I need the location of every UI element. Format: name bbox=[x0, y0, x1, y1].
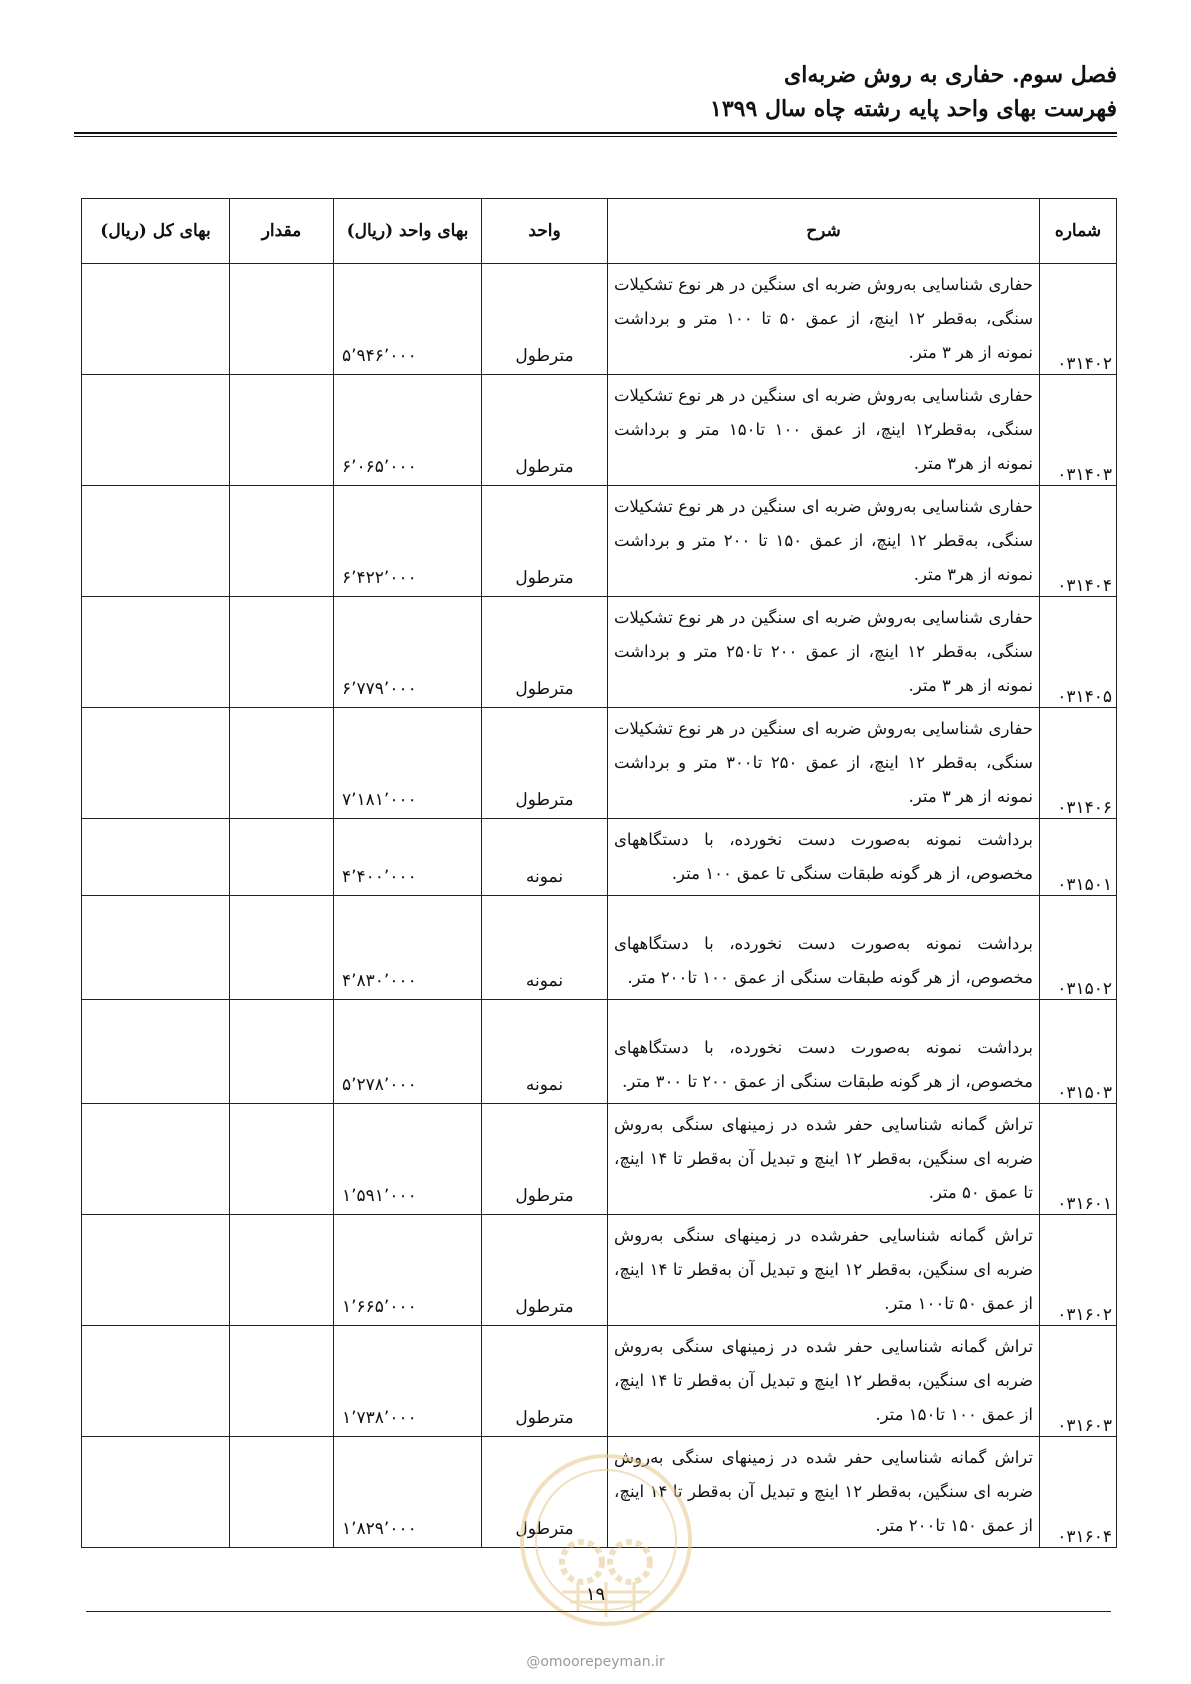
item-total-price bbox=[82, 264, 230, 375]
item-number: ۰۳۱۴۰۵ bbox=[1040, 597, 1117, 708]
item-quantity bbox=[230, 1000, 334, 1104]
source-credit: @omoorepeyman.ir bbox=[526, 1654, 665, 1670]
table-row bbox=[82, 1000, 1117, 1104]
header-divider-thin bbox=[74, 136, 1117, 137]
table-row bbox=[82, 1326, 1117, 1437]
item-quantity bbox=[230, 264, 334, 375]
item-unit-price: ۶٬۴۲۲٬۰۰۰ bbox=[334, 486, 482, 597]
column-header-unit-price: بهای واحد (ریال) bbox=[334, 199, 482, 264]
item-description: برداشت نمونه به‌صورت دست نخورده، با دستگاههای مخصوص، از هر گونه طبقات سنگی از عمق ۲۰۰ تا ۳۰۰ متر. bbox=[608, 1000, 1040, 1104]
item-number: ۰۳۱۵۰۲ bbox=[1040, 896, 1117, 1000]
item-unit-price: ۵٬۲۷۸٬۰۰۰ bbox=[334, 1000, 482, 1104]
item-unit: مترطول bbox=[482, 708, 608, 819]
column-header-number: شماره bbox=[1040, 199, 1117, 264]
item-unit-price: ۵٬۹۴۶٬۰۰۰ bbox=[334, 264, 482, 375]
item-number: ۰۳۱۴۰۲ bbox=[1040, 264, 1117, 375]
table-row bbox=[82, 896, 1117, 1000]
item-quantity bbox=[230, 819, 334, 896]
item-unit-price: ۱٬۶۶۵٬۰۰۰ bbox=[334, 1215, 482, 1326]
item-unit: مترطول bbox=[482, 1326, 608, 1437]
item-total-price bbox=[82, 1437, 230, 1548]
item-unit: مترطول bbox=[482, 375, 608, 486]
item-total-price bbox=[82, 1104, 230, 1215]
item-description: حفاری شناسایی به‌روش ضربه ای سنگین در هر نوع تشکیلات سنگی، به‌قطر ۱۲ اینچ، از عمق ۲۰۰ تا۲۵۰ متر و برداشت نمونه از هر ۳ متر. bbox=[608, 597, 1040, 708]
item-number: ۰۳۱۶۰۱ bbox=[1040, 1104, 1117, 1215]
item-quantity bbox=[230, 1326, 334, 1437]
item-total-price bbox=[82, 1000, 230, 1104]
item-unit: مترطول bbox=[482, 597, 608, 708]
footer-divider bbox=[86, 1611, 1111, 1612]
column-header-unit: واحد bbox=[482, 199, 608, 264]
item-unit-price: ۴٬۴۰۰٬۰۰۰ bbox=[334, 819, 482, 896]
item-number: ۰۳۱۴۰۴ bbox=[1040, 486, 1117, 597]
document-subtitle: فهرست بهای واحد پایه رشته چاه سال ۱۳۹۹ bbox=[710, 96, 1117, 122]
table-header-row bbox=[82, 199, 1117, 264]
item-unit-price: ۱٬۵۹۱٬۰۰۰ bbox=[334, 1104, 482, 1215]
item-description: حفاری شناسایی به‌روش ضربه ای سنگین در هر نوع تشکیلات سنگی، به‌قطر ۱۲ اینچ، از عمق ۲۵۰ تا۳۰۰ متر و برداشت نمونه از هر ۳ متر. bbox=[608, 708, 1040, 819]
item-unit-price: ۷٬۱۸۱٬۰۰۰ bbox=[334, 708, 482, 819]
item-description: حفاری شناسایی به‌روش ضربه ای سنگین در هر نوع تشکیلات سنگی، به‌قطر ۱۲ اینچ، از عمق ۱۵۰ تا ۲۰۰ متر و برداشت نمونه از هر۳ متر. bbox=[608, 486, 1040, 597]
item-total-price bbox=[82, 375, 230, 486]
item-unit-price: ۱٬۸۲۹٬۰۰۰ bbox=[334, 1437, 482, 1548]
item-unit-price: ۴٬۸۳۰٬۰۰۰ bbox=[334, 896, 482, 1000]
item-unit-price: ۶٬۰۶۵٬۰۰۰ bbox=[334, 375, 482, 486]
item-total-price bbox=[82, 1326, 230, 1437]
item-quantity bbox=[230, 486, 334, 597]
item-description: برداشت نمونه به‌صورت دست نخورده، با دستگاههای مخصوص، از هر گونه طبقات سنگی از عمق ۱۰۰ تا۲۰۰ متر. bbox=[608, 896, 1040, 1000]
item-total-price bbox=[82, 708, 230, 819]
item-total-price bbox=[82, 597, 230, 708]
item-description: تراش گمانه شناسایی حفر شده در زمینهای سنگی به‌روش ضربه ای سنگین، به‌قطر ۱۲ اینچ و تبدیل آن به‌قطر تا ۱۴ اینچ، از عمق ۱۵۰ تا۲۰۰ متر. bbox=[608, 1437, 1040, 1548]
item-quantity bbox=[230, 597, 334, 708]
item-number: ۰۳۱۶۰۲ bbox=[1040, 1215, 1117, 1326]
item-quantity bbox=[230, 1104, 334, 1215]
item-description: تراش گمانه شناسایی حفر شده در زمینهای سنگی به‌روش ضربه ای سنگین، به‌قطر ۱۲ اینچ و تبدیل آن به‌قطر تا ۱۴ اینچ، تا عمق ۵۰ متر. bbox=[608, 1104, 1040, 1215]
table-row bbox=[82, 1215, 1117, 1326]
item-quantity bbox=[230, 896, 334, 1000]
table-row bbox=[82, 819, 1117, 896]
item-unit: نمونه bbox=[482, 896, 608, 1000]
item-number: ۰۳۱۶۰۴ bbox=[1040, 1437, 1117, 1548]
item-quantity bbox=[230, 1215, 334, 1326]
item-number: ۰۳۱۴۰۶ bbox=[1040, 708, 1117, 819]
item-description: برداشت نمونه به‌صورت دست نخورده، با دستگاههای مخصوص، از هر گونه طبقات سنگی تا عمق ۱۰۰ متر. bbox=[608, 819, 1040, 896]
item-total-price bbox=[82, 819, 230, 896]
item-unit-price: ۱٬۷۳۸٬۰۰۰ bbox=[334, 1326, 482, 1437]
table-row bbox=[82, 1104, 1117, 1215]
item-description: تراش گمانه شناسایی حفرشده در زمینهای سنگی به‌روش ضربه ای سنگین، به‌قطر ۱۲ اینچ و تبدیل آن به‌قطر تا ۱۴ اینچ، از عمق ۵۰ تا۱۰۰ متر. bbox=[608, 1215, 1040, 1326]
page-header bbox=[710, 58, 1117, 126]
header-divider-thick bbox=[74, 132, 1117, 134]
item-quantity bbox=[230, 375, 334, 486]
table-row bbox=[82, 597, 1117, 708]
table-row bbox=[82, 375, 1117, 486]
item-description: حفاری شناسایی به‌روش ضربه ای سنگین در هر نوع تشکیلات سنگی، به‌قطر۱۲ اینچ، از عمق ۱۰۰ تا۱۵۰ متر و برداشت نمونه از هر۳ متر. bbox=[608, 375, 1040, 486]
item-quantity bbox=[230, 708, 334, 819]
item-unit: مترطول bbox=[482, 1215, 608, 1326]
column-header-total-price: بهای کل (ریال) bbox=[82, 199, 230, 264]
item-unit: نمونه bbox=[482, 1000, 608, 1104]
item-total-price bbox=[82, 1215, 230, 1326]
item-quantity bbox=[230, 1437, 334, 1548]
page-number: ۱۹ bbox=[585, 1584, 606, 1605]
item-number: ۰۳۱۶۰۳ bbox=[1040, 1326, 1117, 1437]
item-unit: مترطول bbox=[482, 264, 608, 375]
item-number: ۰۳۱۵۰۳ bbox=[1040, 1000, 1117, 1104]
item-unit: مترطول bbox=[482, 486, 608, 597]
item-description: حفاری شناسایی به‌روش ضربه ای سنگین در هر نوع تشکیلات سنگی، به‌قطر ۱۲ اینچ، از عمق ۵۰ تا ۱۰۰ متر و برداشت نمونه از هر ۳ متر. bbox=[608, 264, 1040, 375]
table-row bbox=[82, 708, 1117, 819]
item-unit: مترطول bbox=[482, 1104, 608, 1215]
item-number: ۰۳۱۵۰۱ bbox=[1040, 819, 1117, 896]
chapter-title: فصل سوم. حفاری به روش ضربه‌ای bbox=[784, 62, 1117, 88]
item-unit: مترطول bbox=[482, 1437, 608, 1548]
item-unit: نمونه bbox=[482, 819, 608, 896]
table-row bbox=[82, 264, 1117, 375]
column-header-description: شرح bbox=[608, 199, 1040, 264]
item-description: تراش گمانه شناسایی حفر شده در زمینهای سنگی به‌روش ضربه ای سنگین، به‌قطر ۱۲ اینچ و تبدیل آن به‌قطر تا ۱۴ اینچ، از عمق ۱۰۰ تا۱۵۰ متر. bbox=[608, 1326, 1040, 1437]
table-row bbox=[82, 486, 1117, 597]
item-number: ۰۳۱۴۰۳ bbox=[1040, 375, 1117, 486]
item-total-price bbox=[82, 896, 230, 1000]
item-total-price bbox=[82, 486, 230, 597]
column-header-quantity: مقدار bbox=[230, 199, 334, 264]
item-unit-price: ۶٬۷۷۹٬۰۰۰ bbox=[334, 597, 482, 708]
price-table bbox=[81, 198, 1117, 1548]
